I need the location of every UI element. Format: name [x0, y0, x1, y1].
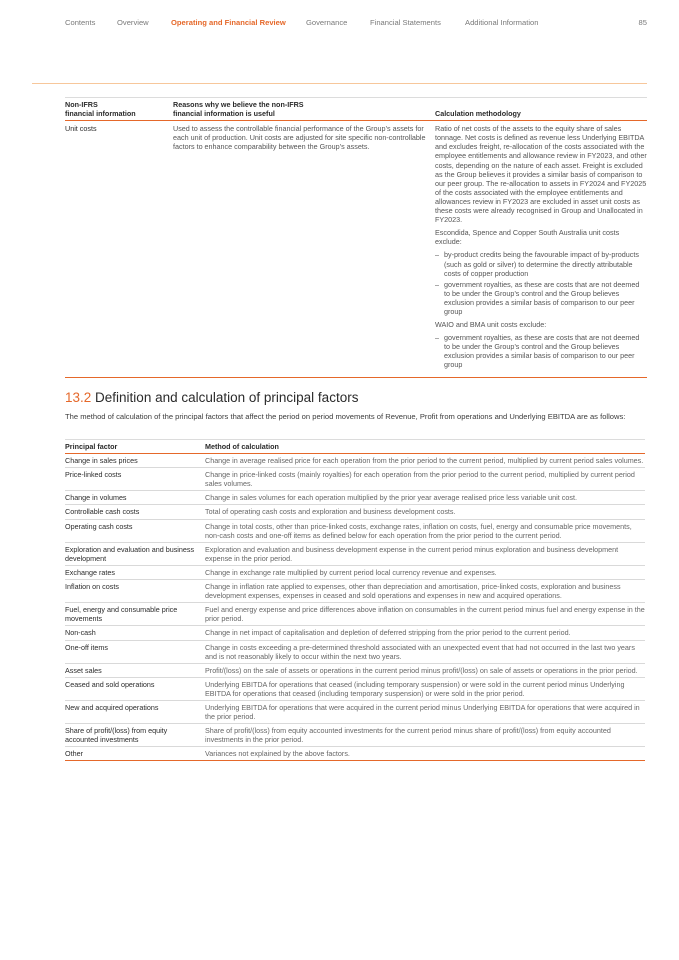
factor-method: Underlying EBITDA for operations that were acquired in the current period minus Underlying EBITDA for operations that were acquired in the prior period.: [205, 700, 645, 723]
header-method: Method of calculation: [205, 440, 645, 454]
method-paragraph: WAIO and BMA unit costs exclude:: [435, 320, 547, 330]
factor-method: Exploration and evaluation and business development expense in the current period minus exploration and business development expense in the prior period.: [205, 542, 645, 565]
table-row: [65, 700, 645, 723]
factor-name: Ceased and sold operations: [65, 677, 205, 700]
factor-name: Operating cash costs: [65, 519, 205, 542]
header-divider: [32, 83, 647, 84]
factor-name: Other: [65, 747, 205, 761]
factor-name: Change in volumes: [65, 491, 205, 505]
row-name: Unit costs: [65, 121, 173, 377]
method-paragraph: Ratio of net costs of the assets to the equity share of sales tonnage. Net costs is defined as revenue less Underlying EBITDA and excludes freight, re-allocation of the costs associated with the employee entitlements and allowance review in FY2023, and other costs, depending on the nature of each asset. Freight is excluded as the Group believes it provides a similar basis of comparison to our peer group. The re-allocation to assets in FY2024 and FY2025 of the costs associated with the employee entitlements and allowances review in FY2023 are excluded in asset unit costs as these costs were already recognised in Group and Unallocated in FY2023.: [435, 124, 647, 225]
factor-name: Controllable cash costs: [65, 505, 205, 519]
factor-method: Profit/(loss) on the sale of assets or operations in the current period minus profit/(loss) on sale of assets or operations in the prior period.: [205, 663, 645, 677]
page-number: 85: [638, 18, 647, 27]
table-header-row: [65, 440, 645, 454]
factor-name: Asset sales: [65, 663, 205, 677]
factor-name: Share of profit/(loss) from equity accounted investments: [65, 724, 205, 747]
factor-method: Change in average realised price for each operation from the prior period to the current period, multiplied by current period sales volumes.: [205, 454, 645, 468]
table-row: [65, 491, 645, 505]
factor-name: Fuel, energy and consumable price movements: [65, 603, 205, 626]
section-heading: [65, 390, 358, 405]
factor-method: Change in net impact of capitalisation and depletion of deferred stripping from the prior period to the current period.: [205, 626, 645, 640]
factor-name: Exploration and evaluation and business development: [65, 542, 205, 565]
factor-method: Change in sales volumes for each operation multiplied by the prior year average realised price less variable unit cost.: [205, 491, 645, 505]
method-list: [435, 333, 647, 369]
nav-governance-link[interactable]: Governance: [306, 18, 348, 27]
table-row: [65, 603, 645, 626]
factor-name: New and acquired operations: [65, 700, 205, 723]
factor-name: Inflation on costs: [65, 580, 205, 603]
non-ifrs-table: [65, 97, 647, 378]
table-row: [65, 580, 645, 603]
factor-method: Change in inflation rate applied to expenses, other than depreciation and amortisation, price-linked costs, exploration and business development expenses, expenses in ceased and sold operations and expenses in new and acquired operations.: [205, 580, 645, 603]
table-row: [65, 640, 645, 663]
section-intro: The method of calculation of the principal factors that affect the period on period movements of Revenue, Profit from operations and Underlying EBITDA are as follows:: [65, 412, 626, 421]
table-row: [65, 519, 645, 542]
list-item: – government royalties, as these are costs that are not deemed to be under the Group’s control and the Group believes exclusion provides a similar basis of comparison to our peer group: [435, 280, 647, 316]
nav-additional-information-link[interactable]: Additional Information: [465, 18, 539, 27]
header-calc-method: Calculation methodology: [435, 98, 647, 121]
table-row: [65, 663, 645, 677]
factor-name: One-off items: [65, 640, 205, 663]
list-item: – by-product credits being the favourable impact of by-products (such as gold or silver) to determine the directly attributable costs of copper production: [435, 250, 647, 277]
factor-method: Share of profit/(loss) from equity accounted investments for the current period minus share of profit/(loss) from equity accounted investments in the prior period.: [205, 724, 645, 747]
table-row: [65, 454, 645, 468]
table-row: [65, 505, 645, 519]
factor-method: Change in exchange rate multiplied by current period local currency revenue and expenses.: [205, 565, 645, 579]
table-row: [65, 626, 645, 640]
factor-method: Change in total costs, other than price-linked costs, exchange rates, inflation on costs, fuel, energy and consumable price movements, non-cash costs and one-off items as defined below for each operation from the prior period to the current period.: [205, 519, 645, 542]
factor-name: Non-cash: [65, 626, 205, 640]
table-row: [65, 747, 645, 761]
factor-name: Exchange rates: [65, 565, 205, 579]
factor-method: Change in price-linked costs (mainly royalties) for each operation from the prior period to the current period, multiplied by current period sales volumes.: [205, 468, 645, 491]
factor-method: Variances not explained by the above factors.: [205, 747, 645, 761]
table-row: [65, 542, 645, 565]
factor-name: Price-linked costs: [65, 468, 205, 491]
principal-factors-table: [65, 439, 645, 761]
row-method: [435, 121, 647, 377]
factor-name: Change in sales prices: [65, 454, 205, 468]
method-list: [435, 250, 647, 316]
table-row: [65, 565, 645, 579]
top-navigation: [65, 16, 647, 30]
factor-method: Fuel and energy expense and price differences above inflation on consumables in the current period minus fuel and energy expense in the prior period.: [205, 603, 645, 626]
nav-overview-link[interactable]: Overview: [117, 18, 149, 27]
table-row: [65, 724, 645, 747]
section-number: 13.2: [65, 390, 92, 405]
table-header-row: [65, 98, 647, 121]
factor-method: Underlying EBITDA for operations that ceased (including temporary suspension) or were sold in the current period minus Underlying EBITDA for operations that ceased (including temporary suspension) or were sold in the prior period.: [205, 677, 645, 700]
table-row: [65, 677, 645, 700]
nav-operating-financial-review-link[interactable]: Operating and Financial Review: [171, 18, 286, 27]
header-reasons: Reasons why we believe the non-IFRS financial information is useful: [173, 98, 435, 121]
row-reason: Used to assess the controllable financial performance of the Group’s assets for each unit of production. Unit costs are adjusted for site specific non-controllable factors to enhance comparability between the Group’s assets.: [173, 121, 435, 377]
factor-method: Change in costs exceeding a pre-determined threshold associated with an unexpected event that had not occurred in the last two years and is not reasonably likely to occur within the next two years.: [205, 640, 645, 663]
table-row: [65, 468, 645, 491]
factor-method: Total of operating cash costs and exploration and business development costs.: [205, 505, 645, 519]
section-title-text: Definition and calculation of principal factors: [95, 390, 359, 405]
header-non-ifrs-info: Non-IFRS financial information: [65, 98, 173, 121]
header-principal-factor: Principal factor: [65, 440, 205, 454]
list-item: – government royalties, as these are costs that are not deemed to be under the Group’s control and the Group believes exclusion provides a similar basis of comparison to our peer group: [435, 333, 647, 369]
table-row: [65, 121, 647, 377]
nav-contents-link[interactable]: Contents: [65, 18, 96, 27]
method-paragraph: Escondida, Spence and Copper South Australia unit costs exclude:: [435, 228, 620, 247]
nav-financial-statements-link[interactable]: Financial Statements: [370, 18, 441, 27]
